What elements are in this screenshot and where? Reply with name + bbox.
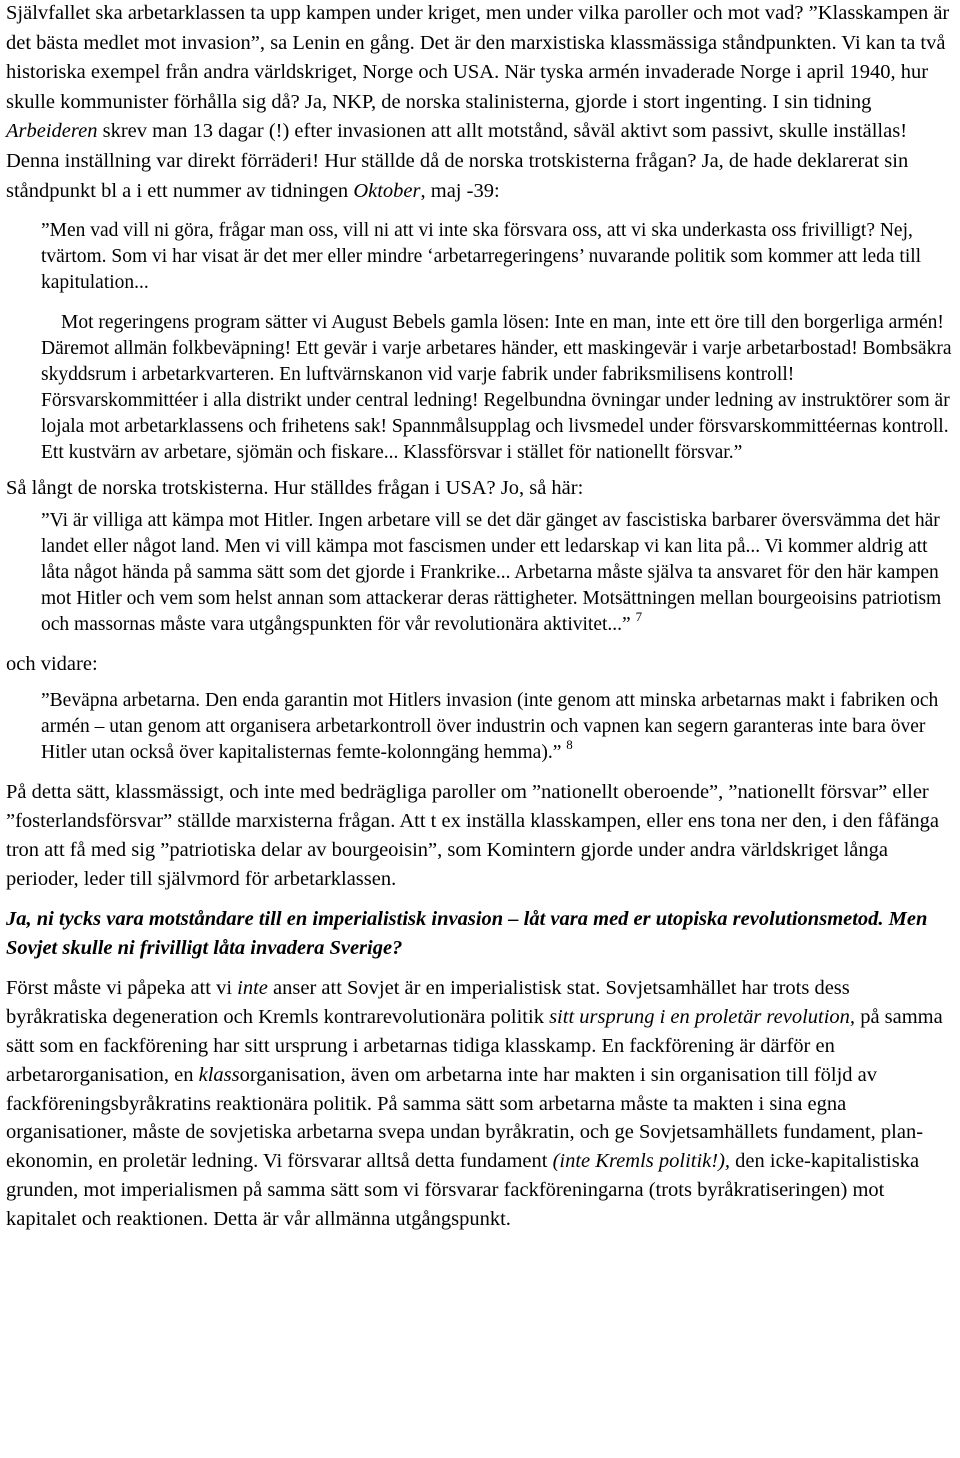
final-emph-ursprung: sitt ursprung i en proletär revolution,	[549, 1006, 856, 1029]
footnote-ref-8: 8	[566, 737, 573, 753]
usa-intro-line: Så långt de norska trotskisterna. Hur ställdes frågan i USA? Jo, så här:	[6, 477, 584, 500]
final-paragraph	[6, 974, 952, 1233]
final-emph-kremls: (inte Kremls politik!),	[552, 1150, 731, 1173]
quote-usa-2	[41, 688, 952, 766]
quote-norway-2: Mot regeringens program sätter vi August Bebels gamla lösen: Inte en man, inte ett öre till den borgerliga armén! Däremot allmän folkbeväpning! Ett gevär i varje arbetares händer, ett maskingevär i varje arbetarbostad! Bombsäkra skyddsrum i arbetarkvarteren. En luftvärnskanon vid varje fabrik under fabriksmilisens kontroll! Försvarskommittéer i alla distrikt under central ledning! Regelbundna övningar under ledning av instruktörer som är lojala mot arbetarklassens och frihetens sak! Spannmålsupplag och livsmedel under försvarskommittéernas kontroll. Ett kustvärn av arbetare, sjömän och fiskare... Klassförsvar i stället för nationellt försvar.”	[41, 312, 952, 464]
class-paragraph: På detta sätt, klassmässigt, och inte med bedrägliga paroller om ”nationellt oberoende”, ”nationellt försvar” eller ”fosterlandsförsvar” ställde marxisterna frågan. Att t ex inställa klasskampen, eller ens tona ner den, i den fåfänga tron att få med sig ”patriotiska delar av bourgeoisin”, som Komintern gjorde under andra världskriget långa perioder, leder till självmord för arbetarklassen.	[6, 781, 939, 890]
intro-text-3: , maj -39:	[420, 179, 500, 202]
question-heading: Ja, ni tycks vara motståndare till en imperialistisk invasion – låt vara med er utopiska revolutionsmetod. Men Sovjet skulle ni frivilligt låta invadera Sverige?	[6, 908, 928, 959]
quote-norway-1: ”Men vad vill ni göra, frågar man oss, vill ni att vi inte ska försvara oss, att vi ska underkasta oss frivilligt? Nej, tvärtom. Som vi har visat är det mer eller mindre ‘arbetarregeringens’ nuvarande politik som kommer att leda till kapitulation...	[41, 220, 922, 294]
quote-usa-1	[41, 508, 952, 638]
final-emph-klass: klass	[198, 1063, 240, 1086]
intro-paragraph	[6, 0, 952, 206]
intro-text-2: skrev man 13 dagar (!) efter invasionen att allt motstånd, såväl aktivt som passivt, skulle inställas! Denna inställning var direkt förräderi! Hur ställde då de norska trotskisterna frågan? Ja, de hade deklarerat sin ståndpunkt bl a i ett nummer av tidningen	[6, 120, 909, 202]
final-text-e: den icke-kapitalistiska grunden, mot imperialismen på samma sätt som vi försvarar fackföreningarna (trots byråkratiseringen) mot kapitalet och reaktionen. Detta är vår allmänna utgångspunkt.	[6, 1150, 920, 1230]
final-text-d: organisation, även om arbetarna inte har makten i sin organisation till följd av fackföreningsbyråkratins reaktionära politik. På samma sätt som arbetarna måste ta makten i sina egna organisationer, måste de sovjetiska arbetarna svepa undan byråkratin, och ge Sovjetsamhällets fundament, planekonomin, en proletär ledning. Vi försvarar alltså detta fundament	[6, 1063, 924, 1173]
final-text-b: anser att Sovjet är en imperialistisk stat. Sovjetsamhället har trots dess byråkratiska degeneration och Kremls kontrarevolutionära politik	[6, 977, 850, 1029]
och-vidare-line: och vidare:	[6, 653, 98, 676]
final-emph-inte: inte	[237, 977, 268, 1000]
final-text-a: Först måste vi påpeka att vi	[6, 977, 238, 1000]
newspaper-title-arbeideren: Arbeideren	[6, 120, 98, 143]
intro-text-1: Självfallet ska arbetarklassen ta upp kampen under kriget, men under vilka paroller och mot vad? ”Klasskampen är det bästa medlet mot invasion”, sa Lenin en gång. Det är den marxistiska klassmässiga ståndpunkten. Vi kan ta två historiska exempel från andra världskriget, Norge och USA. När tyska armén invaderade Norge i april 1940, hur skulle kommunister förhålla sig då? Ja, NKP, de norska stalinisterna, gjorde i stort ingenting. I sin tidning	[6, 2, 950, 113]
final-text-c: på samma sätt som en fackförening har sitt ursprung i arbetarnas tidiga klasskamp. En fackförening är därför en arbetarorganisation, en	[6, 1006, 943, 1086]
quote-usa-1-text: ”Vi är villiga att kämpa mot Hitler. Ingen arbetare vill se det där gänget av fascistiska barbarer översvämma det här landet eller något land. Men vi vill kämpa mot fascismen under ett ledarskap vi kan lita på... Vi kommer aldrig att låta något hända på samma sätt som det gjorde i Frankrike... Arbetarna måste själva ta ansvaret för den här kampen mot Hitler och vem som helst annan som attackerar deras rättigheter. Motsättningen mellan bourgeoisins patriotism och massornas måste vara utgångspunkten för vår revolutionära aktivitet...”	[41, 510, 942, 636]
newspaper-title-oktober: Oktober	[353, 179, 421, 202]
footnote-ref-7: 7	[635, 609, 643, 625]
quote-usa-2-text: ”Beväpna arbetarna. Den enda garantin mot Hitlers invasion (inte genom att minska arbetarnas makt i fabriken och armén – utan genom att organisera arbetarkontroll över industrin och vapnen kan segern garanteras inte bara över Hitler utan också över kapitalisternas femte-kolonngäng hemma).”	[41, 690, 939, 764]
